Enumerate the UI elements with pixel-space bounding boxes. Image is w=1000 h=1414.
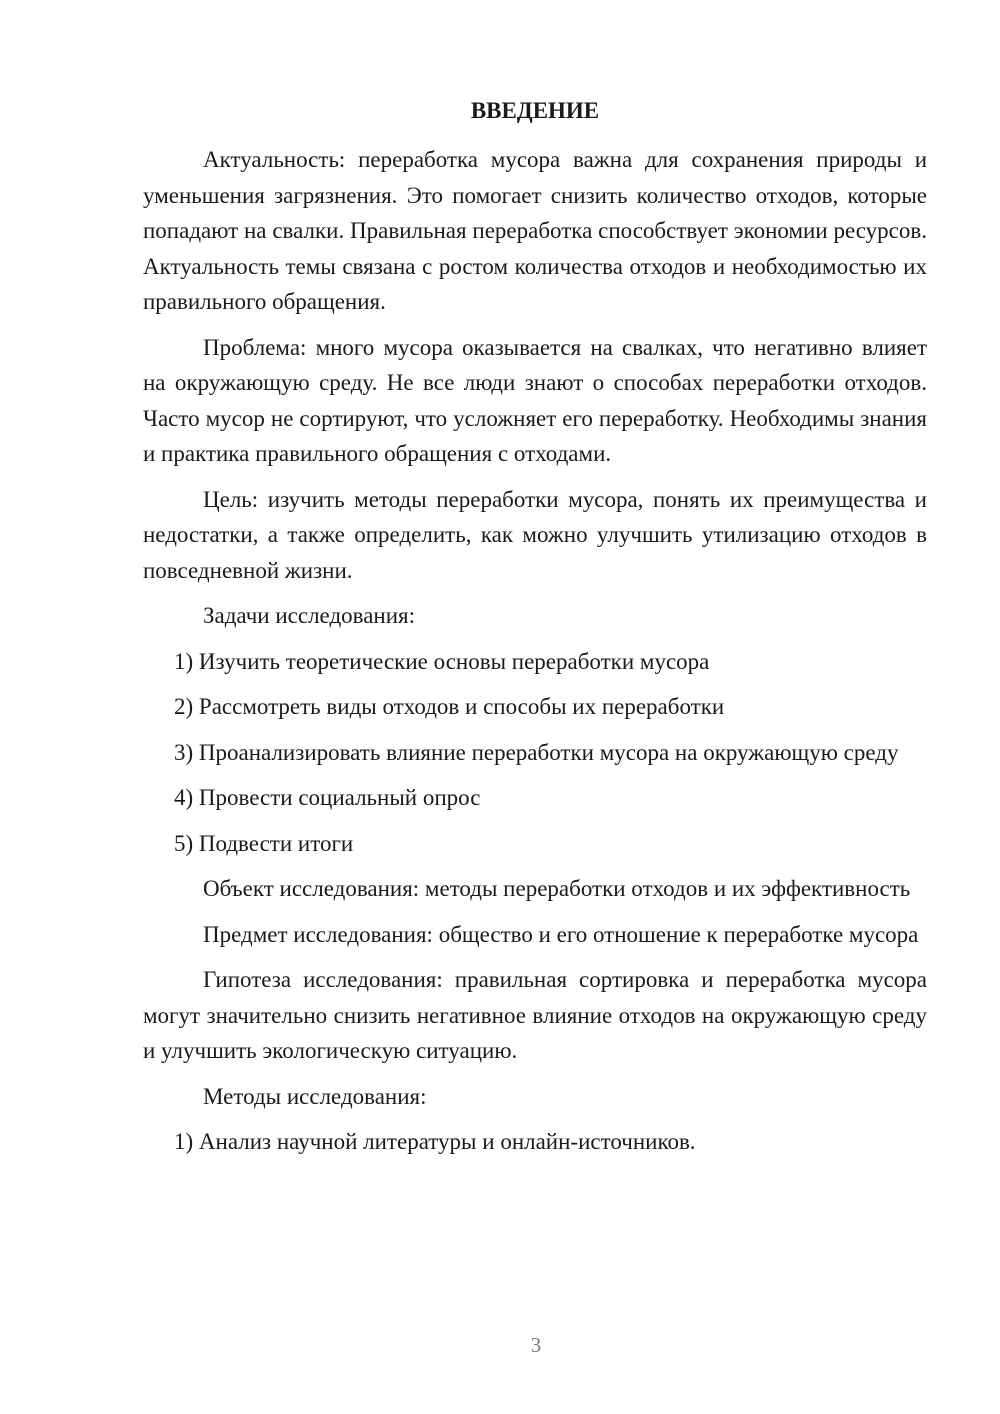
paragraph-subject: Предмет исследования: общество и его отношение к переработке мусора xyxy=(203,921,919,947)
paragraph-goal: Цель: изучить методы переработки мусора, понять их преимущества и недостатки, а также определить, как можно улучшить утилизацию отходов в повседневной жизни. xyxy=(143,486,927,583)
paragraph-hypothesis: Гипотеза исследования: правильная сортировка и переработка мусора могут значительно снизить негативное влияние отходов на окружающую среду и улучшить экологическую ситуацию. xyxy=(143,967,927,1063)
task-item: 4) Провести социальный опрос xyxy=(174,785,481,810)
methods-label: Методы исследования: xyxy=(203,1083,427,1109)
task-item: 3) Проанализировать влияние переработки мусора на окружающую среду xyxy=(174,739,899,765)
method-item: 1) Анализ научной литературы и онлайн-источников. xyxy=(174,1129,696,1154)
tasks-label: Задачи исследования: xyxy=(203,603,416,628)
task-item: 1) Изучить теоретические основы переработки мусора xyxy=(174,648,710,674)
paragraph-object: Объект исследования: методы переработки отходов и их эффективность xyxy=(203,876,911,901)
task-item: 2) Рассмотреть виды отходов и способы их переработки xyxy=(174,694,725,719)
task-item: 5) Подвести итоги xyxy=(174,830,354,856)
section-heading: ВВЕДЕНИЕ xyxy=(470,98,600,123)
paragraph-problem: Проблема: много мусора оказывается на свалках, что негативно влияет на окружающую среду. Не все люди знают о способах переработки отходов. Часто мусор не сортируют, что усложняет его переработку. Необходимы знания и практика правильного обращения с отходами. xyxy=(143,334,927,466)
page-number: 3 xyxy=(530,1333,542,1357)
paragraph-relevance: Актуальность: переработка мусора важна для сохранения природы и уменьшения загрязнения. Это помогает снизить количество отходов, которые попадают на свалки. Правильная переработка способствует экономии ресурсов. Актуальность темы связана с ростом количества отходов и необходимостью их правильного обращения. xyxy=(143,147,927,314)
page-content xyxy=(143,93,927,1170)
